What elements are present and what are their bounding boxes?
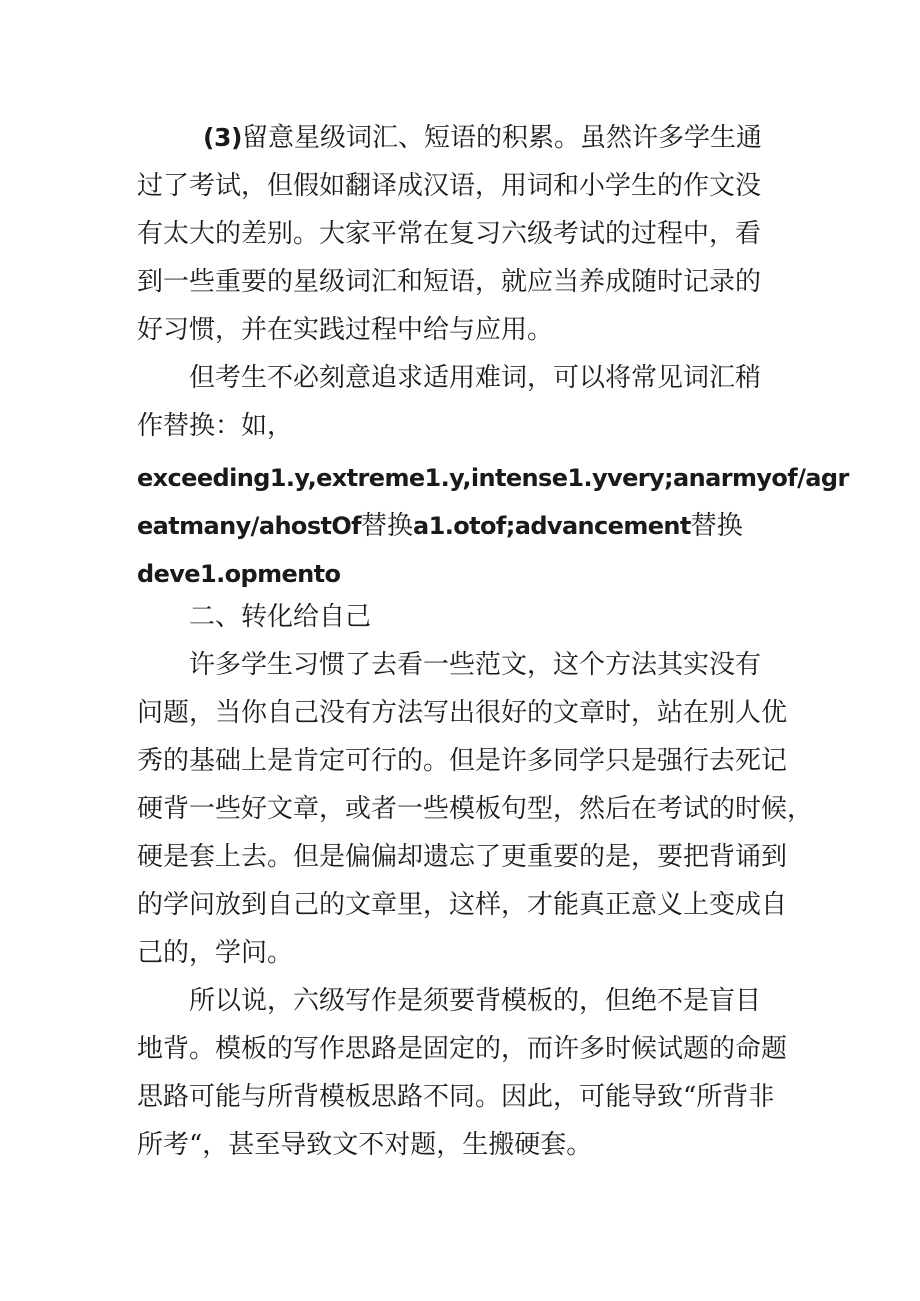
- paragraph-3-line-1: 许多学生习惯了去看一些范文，这个方法其实没有: [189, 650, 762, 680]
- list-marker: (3): [203, 123, 243, 152]
- paragraph-4-line-4: 所考“，甚至导致文不对题，生搬硬套。: [137, 1130, 593, 1160]
- paragraph-2-word-list-line-3: deve1.opmento: [137, 560, 341, 588]
- paragraph-4-line-3: 思路可能与所背模板思路不同。因此，可能导致“所背非: [137, 1082, 775, 1112]
- section-heading: 二、转化给自己: [189, 602, 372, 632]
- paragraph-4-line-2: 地背。模板的写作思路是固定的，而许多时候试题的命题: [137, 1034, 788, 1064]
- paragraph-2-word-list-line-1: exceeding1.y,extreme1.y,intense1.yvery;anarmyof/agr: [137, 464, 849, 492]
- paragraph-4-line-1: 所以说，六级写作是须要背模板的，但绝不是盲目: [189, 986, 762, 1016]
- paragraph-1-line-3: 有太大的差别。大家平常在复习六级考试的过程中，看: [137, 219, 762, 249]
- paragraph-3-line-4: 硬背一些好文章，或者一些模板句型，然后在考试的时候，: [137, 794, 814, 824]
- paragraph-1-text: 留意星级词汇、短语的积累。虽然许多学生通: [242, 123, 763, 153]
- replace-word: 替换: [690, 511, 743, 541]
- paragraph-3-line-5: 硬是套上去。但是偏偏却遗忘了更重要的是，要把背诵到: [137, 842, 788, 872]
- paragraph-3-line-7: 己的，学问。: [137, 938, 294, 968]
- paragraph-3-line-6: 的学问放到自己的文章里，这样，才能真正意义上变成自: [137, 890, 788, 920]
- paragraph-2-word-list-line-2: [137, 502, 743, 550]
- paragraph-1-line-4: 到一些重要的星级词汇和短语，就应当养成随时记录的: [137, 267, 762, 297]
- paragraph-2-line-1: 但考生不必刻意追求适用难词，可以将常见词汇稍: [189, 363, 762, 393]
- paragraph-1-line-2: 过了考试，但假如翻译成汉语，用词和小学生的作文没: [137, 171, 762, 201]
- paragraph-1-line-5: 好习惯，并在实践过程中给与应用。: [137, 315, 554, 345]
- paragraph-2-line-2: 作替换：如，: [137, 411, 294, 441]
- paragraph-1-line-1: [203, 114, 762, 162]
- paragraph-3-line-3: 秀的基础上是肯定可行的。但是许多同学只是强行去死记: [137, 746, 788, 776]
- replace-word: 替换: [361, 511, 414, 541]
- paragraph-3-line-2: 问题，当你自己没有方法写出很好的文章时，站在别人优: [137, 698, 788, 728]
- word-list-segment: a1.otof;advancement: [413, 512, 691, 540]
- word-list-segment: eatmany/ahostOf: [137, 512, 362, 540]
